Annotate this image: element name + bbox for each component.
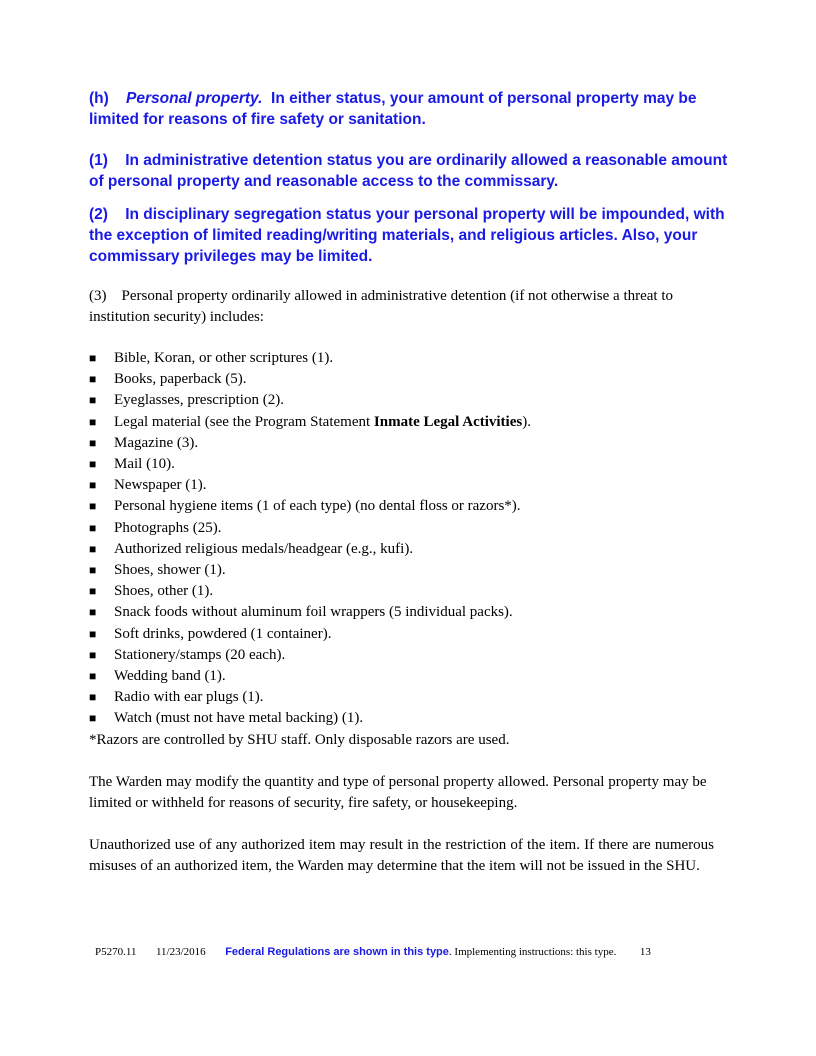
list-item-text: Magazine (3). xyxy=(114,434,199,451)
list-item-text: Mail (10). xyxy=(114,456,175,473)
footer-implementing-note: . Implementing instructions: this type. xyxy=(448,946,617,958)
bullet-icon: ■ xyxy=(89,563,97,578)
list-item-text: Photographs (25). xyxy=(114,519,222,536)
list-item-text: Watch (must not have metal backing) (1). xyxy=(114,710,364,727)
list-item xyxy=(89,433,714,454)
bullet-icon: ■ xyxy=(89,414,97,429)
list-item xyxy=(89,645,714,666)
list-item-text: Authorized religious medals/headgear (e.g., kufi). xyxy=(114,540,414,557)
bullet-icon: ■ xyxy=(89,626,97,641)
bullet-icon: ■ xyxy=(89,605,97,620)
list-item-text: Personal hygiene items (1 of each type) (no dental floss or razors*). xyxy=(114,498,521,515)
footer-date: 11/23/2016 xyxy=(155,946,206,958)
list-item-text: Shoes, shower (1). xyxy=(114,562,226,579)
list-item-text: Legal material (see the Program Statement xyxy=(114,413,374,430)
regulation-1-text: In administrative detention status you are ordinarily allowed a reasonable amount of personal property and reasonable access to the commissary. xyxy=(89,152,728,190)
bullet-icon: ■ xyxy=(89,372,97,387)
bullet-icon: ■ xyxy=(89,541,97,556)
bullet-icon: ■ xyxy=(89,669,97,684)
list-item-text: Soft drinks, powdered (1 container). xyxy=(114,625,332,642)
regulation-h-tag: (h) xyxy=(89,90,109,107)
list-item xyxy=(89,369,714,390)
bullet-icon: ■ xyxy=(89,584,97,599)
list-item xyxy=(89,496,714,517)
list-item xyxy=(89,687,714,708)
bullet-icon: ■ xyxy=(89,457,97,472)
implementing-3 xyxy=(89,286,714,328)
unauthorized-paragraph: Unauthorized use of any authorized item may result in the restriction of the item. If there are numerous misuses of an authorized item, the Warden may determine that the item will not be issued in the SHU. xyxy=(89,837,714,874)
bullet-icon: ■ xyxy=(89,647,97,662)
list-item xyxy=(89,624,714,645)
regulation-h-title: Personal property. xyxy=(126,90,263,107)
list-item-text: Wedding band (1). xyxy=(114,668,226,685)
regulation-2-text: In disciplinary segregation status your personal property will be impounded, with the exception of limited reading/writing materials, and religious articles. Also, your commissary privileges may be limited. xyxy=(89,206,725,265)
list-item-text: Eyeglasses, prescription (2). xyxy=(114,392,284,409)
implementing-3-text: Personal property ordinarily allowed in administrative detention (if not otherwise a threat to institution security) includes: xyxy=(89,288,674,325)
list-item xyxy=(89,581,714,602)
list-item xyxy=(89,454,714,475)
list-item xyxy=(89,348,714,369)
list-item xyxy=(89,560,714,581)
bullet-icon: ■ xyxy=(89,711,97,726)
bullet-icon: ■ xyxy=(89,435,97,450)
list-item-text: Radio with ear plugs (1). xyxy=(114,689,264,706)
list-item xyxy=(89,666,714,687)
footer-federal-note: Federal Regulations are shown in this type xyxy=(225,946,449,958)
list-item xyxy=(89,475,714,496)
program-statement-title: Inmate Legal Activities xyxy=(373,413,523,430)
bullet-icon: ■ xyxy=(89,393,97,408)
bullet-icon: ■ xyxy=(89,478,97,493)
list-item-text: Newspaper (1). xyxy=(114,477,207,494)
page-footer xyxy=(95,946,651,958)
regulation-2-tag: (2) xyxy=(89,206,108,223)
bullet-icon: ■ xyxy=(89,351,97,365)
list-item-text-end: ). xyxy=(522,413,531,430)
bullet-icon: ■ xyxy=(89,520,97,535)
list-item-text: Shoes, other (1). xyxy=(114,583,214,600)
razor-note: *Razors are controlled by SHU staff. Only disposable razors are used. xyxy=(89,732,510,748)
list-item-text: Bible, Koran, or other scriptures (1). xyxy=(114,350,334,366)
regulation-1 xyxy=(89,150,729,192)
list-item xyxy=(89,390,714,411)
property-list xyxy=(89,348,714,730)
footer-page-number: 13 xyxy=(639,946,651,958)
list-item xyxy=(89,412,714,433)
regulation-h xyxy=(89,88,729,130)
bullet-icon: ■ xyxy=(89,690,97,705)
implementing-3-tag: (3) xyxy=(89,288,107,304)
list-item-text: Stationery/stamps (20 each). xyxy=(114,646,286,663)
list-item xyxy=(89,708,714,729)
list-item xyxy=(89,518,714,539)
regulation-h-text: In either status, your amount of personal property may be limited for reasons of fire safety or sanitation. xyxy=(89,90,697,128)
regulation-1-tag: (1) xyxy=(89,152,108,169)
list-item-text: Snack foods without aluminum foil wrappers (5 individual packs). xyxy=(114,604,513,621)
bullet-icon: ■ xyxy=(89,499,97,514)
regulation-2 xyxy=(89,204,729,267)
list-item xyxy=(89,539,714,560)
list-item-text: Books, paperback (5). xyxy=(114,371,247,388)
footer-doc-number: P5270.11 xyxy=(95,946,137,958)
list-item xyxy=(89,602,714,623)
warden-paragraph: The Warden may modify the quantity and type of personal property allowed. Personal property may be limited or withheld for reasons of security, fire safety, or housekeeping. xyxy=(89,774,707,811)
